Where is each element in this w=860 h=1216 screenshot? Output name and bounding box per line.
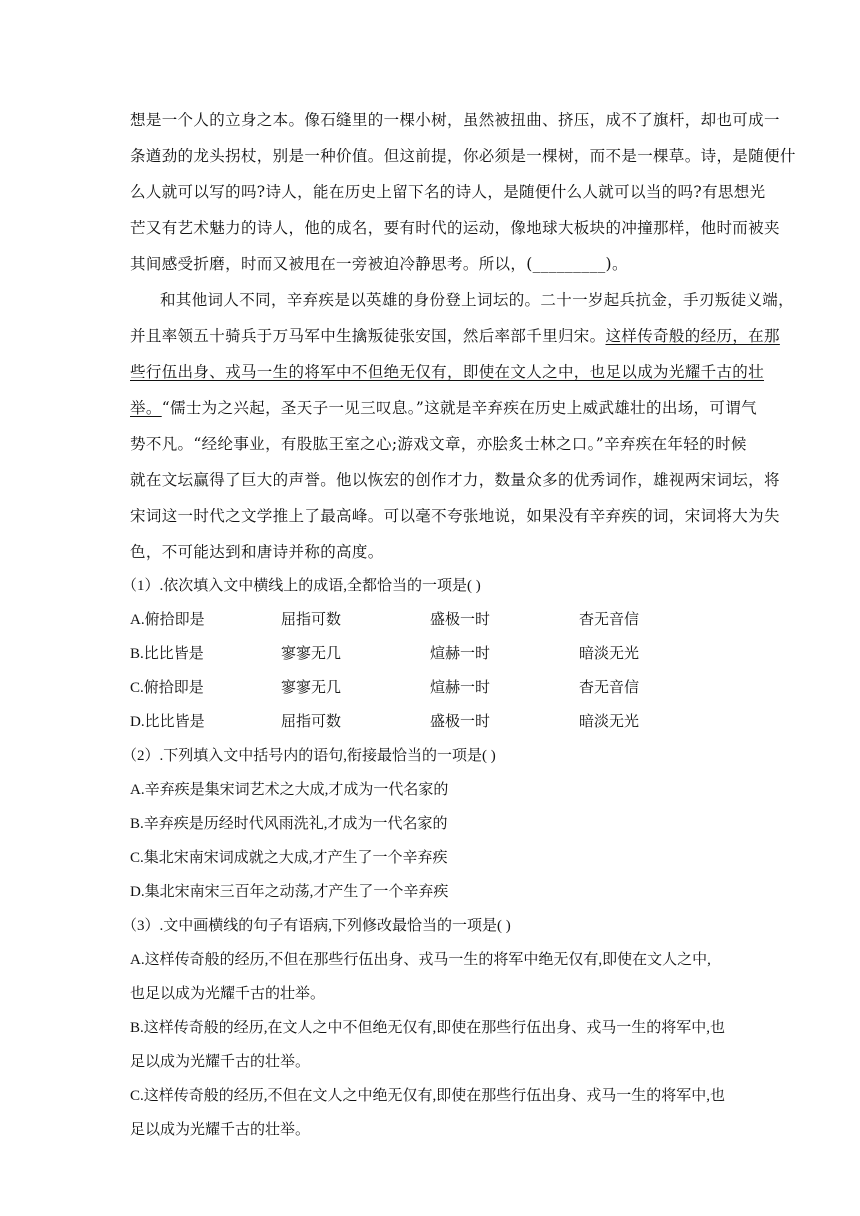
question-3-option-a-cont: 也足以成为光耀千古的壮举。	[130, 986, 326, 1002]
question-3-option-b-cont: 足以成为光耀千古的壮举。	[130, 1054, 311, 1070]
option-cell: 煊赫一时	[430, 646, 491, 662]
option-cell: 暗淡无光	[579, 714, 640, 730]
passage-line: 势不凡。“经纶事业，有股肱王室之心;游戏文章，亦脍炙士林之口。”辛弃疾在年轻的时候	[130, 435, 747, 453]
passage-line	[130, 398, 757, 418]
question-2-option-c: C.集北宋南宋词成就之大成,才产生了一个辛弃疾	[130, 850, 448, 866]
question-3-option-c-cont: 足以成为光耀千古的壮举。	[130, 1122, 311, 1138]
question-3-option-c: C.这样传奇般的经历,不但在文人之中绝无仅有,即使在那些行伍出身、戎马一生的将军中,也	[130, 1088, 726, 1104]
option-cell: D.比比皆是	[130, 714, 205, 730]
question-3-option-b: B.这样传奇般的经历,在文人之中不但绝无仅有,即使在那些行伍出身、戎马一生的将军中,也	[130, 1020, 726, 1036]
passage-line: 和其他词人不同，辛弃疾是以英雄的身份登上词坛的。二十一岁起兵抗金，手刃叛徒义端，	[160, 291, 795, 309]
underlined-sentence: 举。	[130, 399, 162, 417]
question-2-option-d: D.集北宋南宋三百年之动荡,才产生了一个辛弃疾	[130, 884, 449, 900]
option-cell: A.俯拾即是	[130, 612, 205, 628]
option-cell: 杳无音信	[579, 680, 640, 696]
option-cell: 屈指可数	[281, 714, 342, 730]
question-1-stem: （1）.依次填入文中横线上的成语,全都恰当的一项是( )	[122, 578, 481, 594]
passage-line: 就在文坛赢得了巨大的声誉。他以恢宏的创作才力，数量众多的优秀词作，雄视两宋词坛，将	[130, 471, 780, 489]
passage-line	[130, 362, 765, 382]
option-cell: 屈指可数	[281, 612, 342, 628]
option-cell: 杳无音信	[579, 612, 640, 628]
option-cell: C.俯拾即是	[130, 680, 204, 696]
passage-text: 并且率领五十骑兵于万马军中生擒叛徒张安国，然后率部千里归宋。	[130, 327, 606, 345]
underlined-sentence: 这样传奇般的经历，在那	[605, 327, 780, 345]
question-3-stem: （3）.文中画横线的句子有语病,下列修改最恰当的一项是( )	[122, 918, 511, 934]
passage-line: 么人就可以写的吗?诗人，能在历史上留下名的诗人，是随便什么人就可以当的吗?有思想光	[130, 183, 766, 201]
passage-line: 其间感受折磨，时而又被甩在一旁被迫冷静思考。所以，(_________)。	[130, 255, 628, 273]
question-3-option-a: A.这样传奇般的经历,不但在那些行伍出身、戎马一生的将军中绝无仅有,即使在文人之中,	[130, 952, 711, 968]
passage-line: 宋词这一时代之文学推上了最高峰。可以毫不夸张地说，如果没有辛弃疾的词，宋词将大为失	[130, 507, 780, 525]
option-cell: 盛极一时	[430, 612, 491, 628]
passage-line: 条遒劲的龙头拐杖，别是一种价值。但这前提，你必须是一棵树，而不是一棵草。诗，是随便什	[130, 147, 796, 165]
passage-line: 芒又有艺术魅力的诗人，他的成名，要有时代的运动，像地球大板块的冲撞那样，他时而被夹	[130, 219, 780, 237]
option-cell: 寥寥无几	[281, 646, 342, 662]
option-cell: 盛极一时	[430, 714, 491, 730]
option-cell: 煊赫一时	[430, 680, 491, 696]
passage-line: 色，不可能达到和唐诗并称的高度。	[130, 543, 384, 561]
question-2-option-b: B.辛弃疾是历经时代风雨洗礼,才成为一代名家的	[130, 816, 448, 832]
option-cell: 暗淡无光	[579, 646, 640, 662]
option-cell: B.比比皆是	[130, 646, 204, 662]
option-cell: 寥寥无几	[281, 680, 342, 696]
passage-line: 想是一个人的立身之本。像石缝里的一棵小树，虽然被扭曲、挤压，成不了旗杆，却也可成一	[130, 111, 780, 129]
underlined-sentence: 些行伍出身、戎马一生的将军中不但绝无仅有，即使在文人之中，也足以成为光耀千古的壮	[130, 363, 765, 381]
passage-line	[130, 326, 780, 346]
question-2-option-a: A.辛弃疾是集宋词艺术之大成,才成为一代名家的	[130, 782, 449, 798]
passage-text: “儒士为之兴起，圣天子一见三叹息。”这就是辛弃疾在历史上威武雄壮的出场，可谓气	[161, 399, 757, 417]
question-2-stem: （2）.下列填入文中括号内的语句,衔接最恰当的一项是( )	[122, 748, 496, 764]
